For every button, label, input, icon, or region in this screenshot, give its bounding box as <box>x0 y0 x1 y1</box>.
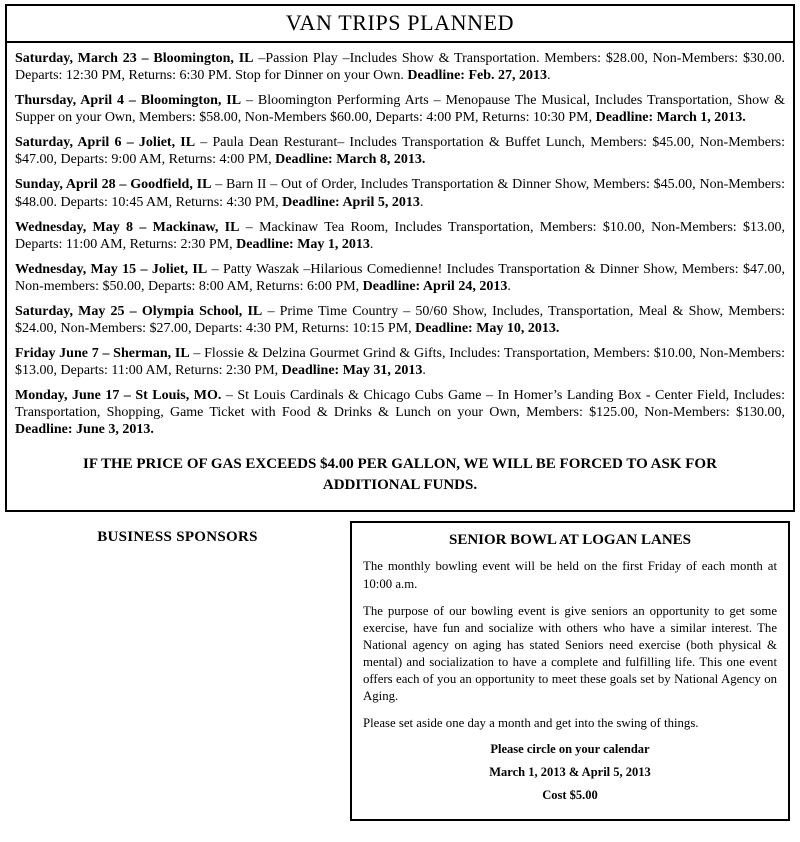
business-sponsors-heading: BUSINESS SPONSORS <box>97 529 258 546</box>
trip-list <box>7 43 793 438</box>
trip-details: – Barn II – Out of Order, Includes Transportation & Dinner Show, Members: $45.00, Non-Members: $48.00. Departs: 10:45 AM, Returns: 4:30 PM, <box>15 177 785 210</box>
trip-entry <box>15 387 785 438</box>
senior-bowl-footer-line: Please circle on your calendar <box>490 741 650 756</box>
page-title: VAN TRIPS PLANNED <box>285 10 515 35</box>
senior-bowl-footer-line: March 1, 2013 & April 5, 2013 <box>489 764 651 779</box>
trip-deadline: Deadline: April 5, 2013 <box>282 194 420 210</box>
trip-date-location: Wednesday, May 8 – Mackinaw, IL <box>15 219 240 235</box>
trip-deadline: Deadline: March 1, 2013. <box>595 110 746 126</box>
trip-date-location: Friday June 7 – Sherman, IL <box>15 346 190 362</box>
trip-details: – Paula Dean Resturant– Includes Transportation & Buffet Lunch, Members: $45.00, Non-Members: $47.00, Departs: 9:00 AM, Returns: 4:00 PM, <box>15 135 785 168</box>
trip-deadline: Deadline: Feb. 27, 2013 <box>407 68 547 84</box>
senior-bowl-footer <box>363 742 777 803</box>
trip-tail: . <box>422 363 426 379</box>
trip-entry <box>15 92 785 126</box>
trip-tail: . <box>507 278 511 294</box>
trip-entry <box>15 219 785 253</box>
senior-bowl-paragraph: The monthly bowling event will be held on the first Friday of each month at 10:00 a.m. <box>363 559 777 591</box>
trip-entry <box>15 176 785 210</box>
trip-deadline: Deadline: May 10, 2013. <box>415 321 560 337</box>
trip-tail: . <box>369 236 374 252</box>
trip-entry <box>15 345 785 379</box>
trip-entry <box>15 303 785 337</box>
trip-date-location: Saturday, March 23 – Bloomington, IL <box>15 51 254 66</box>
trip-deadline: Deadline: May 31, 2013 <box>281 363 423 379</box>
trip-tail: . <box>547 68 551 84</box>
trip-date-location: Monday, June 17 – St Louis, MO. <box>15 388 222 404</box>
section-title-bar <box>7 6 793 43</box>
trip-entry <box>15 134 785 168</box>
trip-details: – Prime Time Country – 50/60 Show, Includes, Transportation, Meal & Show, Members: $24.00, Non-Members: $27.00, Departs: 4:30 PM, Returns: 10:15 PM, <box>15 303 785 337</box>
trip-tail: . <box>419 194 424 210</box>
senior-bowl-footer-line: Cost $5.00 <box>542 787 598 802</box>
senior-bowl-body <box>363 558 777 731</box>
trip-details: – Bloomington Performing Arts – Menopause The Musical, Includes Transportation, Show & Supper on your Own, Members: $58.00, Non-Members $60.00, Departs: 4:00 PM, Returns: 10:30 PM, <box>15 93 785 126</box>
trip-entry <box>15 50 785 84</box>
trip-details: –Passion Play –Includes Show & Transportation. Members: $28.00, Non-Members: $30.00. Departs: 12:30 PM, Returns: 6:30 PM. Stop for Dinner on your Own. <box>15 51 785 84</box>
trip-date-location: Saturday, May 25 – Olympia School, IL <box>15 303 263 319</box>
trip-entry <box>15 261 785 295</box>
trip-deadline: Deadline: April 24, 2013 <box>362 278 508 294</box>
bottom-section <box>5 521 795 820</box>
trip-deadline: Deadline: May 1, 2013 <box>236 236 370 252</box>
senior-bowl-paragraph: The purpose of our bowling event is give seniors an opportunity to get some exercise, have fun and socialize with others who have a similar interest. The National agency on aging has stated Seniors need exercise (both physical & mental) and socialization to have a complete and fulfilling life. This one event offers each of you an opportunity to meet these goals set by National Agency on Aging. <box>363 603 777 703</box>
trip-details: – Flossie & Delzina Gourmet Grind & Gifts, Includes: Transportation, Members: $10.00, Non-Members: $13.00, Departs: 11:00 AM, Returns: 2:30 PM, <box>15 346 785 379</box>
trip-date-location: Thursday, April 4 – Bloomington, IL <box>15 93 242 109</box>
trip-date-location: Wednesday, May 15 – Joliet, IL <box>15 261 208 277</box>
trip-deadline: Deadline: March 8, 2013. <box>275 152 426 168</box>
trip-date-location: Saturday, April 6 – Joliet, IL <box>15 135 196 151</box>
van-trips-section <box>5 4 795 512</box>
senior-bowl-title: SENIOR BOWL AT LOGAN LANES <box>448 532 691 549</box>
trip-details: – Patty Waszak –Hilarious Comedienne! Includes Transportation & Dinner Show, Members: $47.00, Non-members: $50.00, Departs: 8:00 AM, Returns: 6:00 PM, <box>15 261 785 294</box>
trip-deadline: Deadline: June 3, 2013. <box>15 422 154 438</box>
trip-date-location: Sunday, April 28 – Goodfield, IL <box>15 177 212 193</box>
senior-bowl-section <box>350 521 790 820</box>
senior-bowl-paragraph: Please set aside one day a month and get into the swing of things. <box>363 715 699 730</box>
trip-details: – Mackinaw Tea Room, Includes Transportation, Members: $10.00, Non-Members: $13.00, Departs: 11:00 AM, Returns: 2:30 PM, <box>15 219 785 252</box>
gas-price-warning: IF THE PRICE OF GAS EXCEEDS $4.00 PER GALLON, WE WILL BE FORCED TO ASK FOR ADDITIONAL FUNDS. <box>83 456 717 494</box>
trip-details: – St Louis Cardinals & Chicago Cubs Game – In Homer’s Landing Box - Center Field, Includes: Transportation, Shopping, Game Ticket with Food & Drinks & Lunch on your Own, Members: $125.00, Non-Members: $130.00, <box>15 388 785 421</box>
